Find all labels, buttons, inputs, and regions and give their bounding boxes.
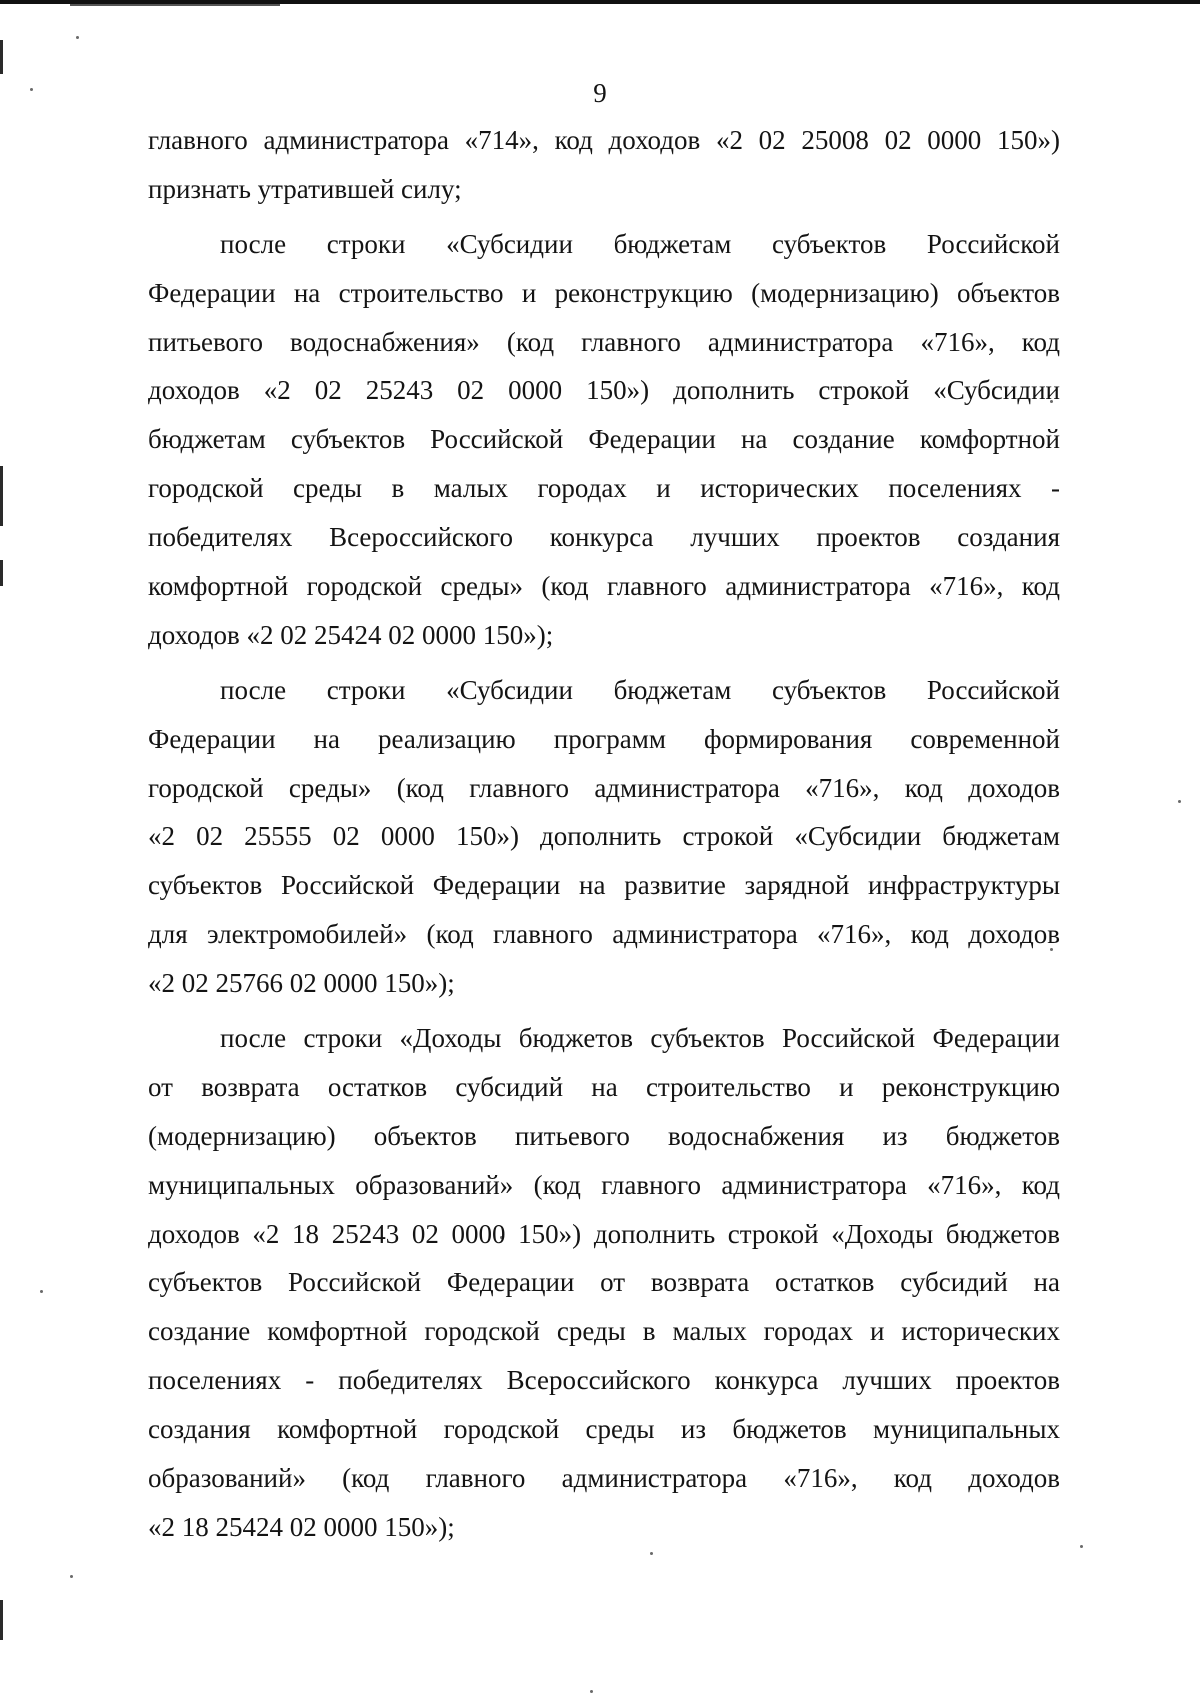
scan-edge-mark: [0, 40, 3, 74]
text-line: Федерации на реализацию программ формирования современной: [148, 723, 1060, 754]
text-line: «2 02 25766 02 0000 150»);: [148, 968, 455, 999]
text-line: поселениях - победителях Всероссийского конкурса лучших проектов: [148, 1365, 1060, 1396]
scan-edge-mark: [0, 1600, 3, 1640]
scan-speck: [650, 1552, 653, 1555]
text-line: доходов «2 02 25424 02 0000 150»);: [148, 619, 554, 650]
paragraph-4: [148, 1014, 1060, 1552]
text-line: победителях Всероссийского конкурса лучших проектов создания: [148, 522, 1060, 553]
scan-speck: [40, 1290, 43, 1293]
text-line: после строки «Субсидии бюджетам субъектов Российской: [220, 228, 1060, 259]
text-line: для электромобилей» (код главного администратора «716», код доходов: [148, 919, 1060, 950]
text-line: питьевого водоснабжения» (код главного администратора «716», код: [148, 326, 1060, 357]
text-line: комфортной городской среды» (код главного администратора «716», код: [148, 571, 1060, 602]
text-line: городской среды» (код главного администратора «716», код доходов: [148, 772, 1060, 803]
text-line: доходов «2 02 25243 02 0000 150») дополнить строкой «Субсидии: [148, 375, 1060, 406]
scan-edge-mark: [0, 560, 3, 586]
scan-top-smudge: [70, 4, 280, 6]
text-line: субъектов Российской Федерации на развитие зарядной инфраструктуры: [148, 870, 1060, 901]
text-line: «2 18 25424 02 0000 150»);: [148, 1511, 455, 1542]
text-line: главного администратора «714», код доходов «2 02 25008 02 0000 150»): [148, 125, 1060, 155]
scan-speck: [70, 1575, 73, 1578]
text-line: признать утратившей силу;: [148, 173, 462, 204]
text-line: создание комфортной городской среды в малых городах и исторических: [148, 1316, 1060, 1347]
text-line: создания комфортной городской среды из бюджетов муниципальных: [148, 1414, 1060, 1445]
page-number: 9: [593, 78, 607, 108]
paragraph-2: [148, 220, 1060, 660]
paragraph-1: [148, 116, 1060, 214]
document-body: [148, 116, 1060, 1552]
text-line: субъектов Российской Федерации от возврата остатков субсидий на: [148, 1267, 1060, 1298]
text-line: муниципальных образований» (код главного администратора «716», код: [148, 1169, 1060, 1200]
text-line: после строки «Доходы бюджетов субъектов Российской Федерации: [220, 1023, 1060, 1054]
scan-speck: [76, 36, 79, 39]
text-line: Федерации на строительство и реконструкцию (модернизацию) объектов: [148, 277, 1060, 308]
text-line: городской среды в малых городах и исторических поселениях -: [148, 473, 1060, 504]
scan-edge-mark: [0, 466, 3, 526]
text-line: от возврата остатков субсидий на строительство и реконструкцию: [148, 1071, 1060, 1102]
text-line: бюджетам субъектов Российской Федерации на создание комфортной: [148, 424, 1060, 455]
text-line: после строки «Субсидии бюджетам субъектов Российской: [220, 674, 1060, 705]
text-line: доходов «2 18 25243 02 0000 150») дополнить строкой «Доходы бюджетов: [148, 1218, 1060, 1249]
scan-speck: [1178, 800, 1181, 803]
text-line: «2 02 25555 02 0000 150») дополнить строкой «Субсидии бюджетам: [148, 821, 1060, 852]
text-line: образований» (код главного администратора «716», код доходов: [148, 1463, 1060, 1494]
scan-speck: [1080, 1545, 1083, 1548]
paragraph-3: [148, 666, 1060, 1008]
text-line: (модернизацию) объектов питьевого водоснабжения из бюджетов: [148, 1120, 1060, 1151]
scan-speck: [590, 1690, 593, 1693]
